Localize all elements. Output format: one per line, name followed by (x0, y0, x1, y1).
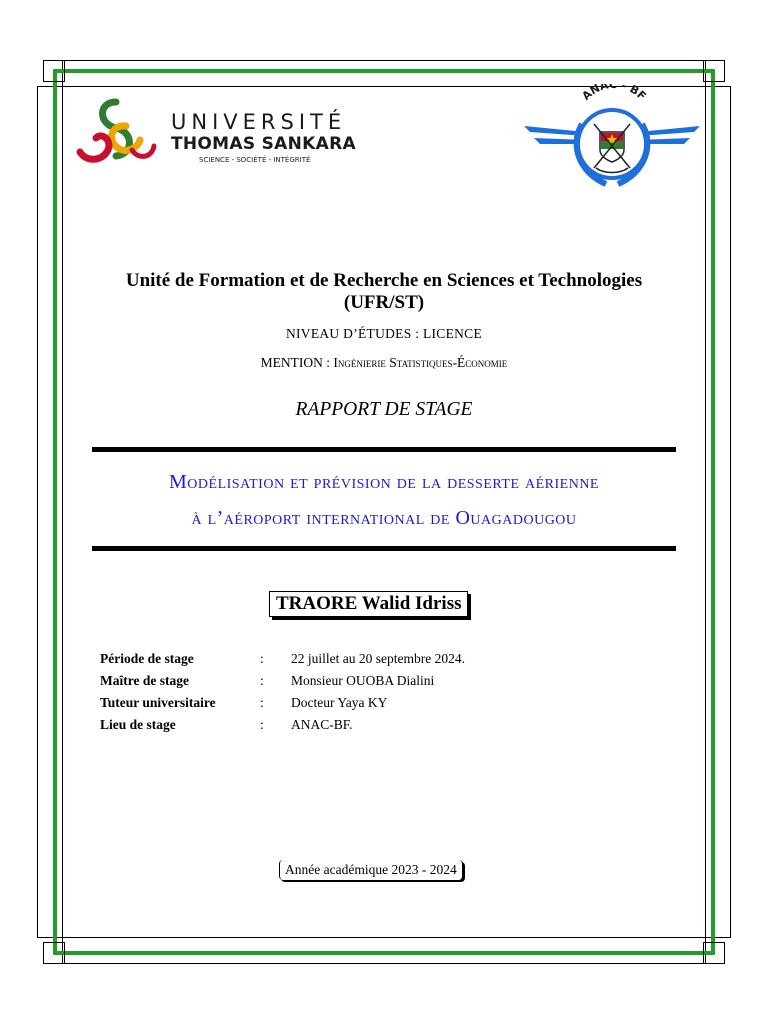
academic-year: Année académique 2023 - 2024 (279, 860, 463, 880)
anac-emblem-icon (520, 84, 704, 194)
svg-text:ANAC - BF (580, 84, 649, 103)
info-label: Maître de stage (100, 673, 189, 688)
report-subject-line2: à l’aéroport international de Ouagadougou (191, 507, 577, 529)
corner-ornament (703, 942, 725, 964)
university-tagline: SCIENCE - SOCIÉTÉ - INTÉGRITÉ (199, 156, 311, 164)
mention (100, 355, 668, 371)
info-value: 22 juillet au 20 septembre 2024. (291, 651, 465, 666)
anac-logo (520, 84, 704, 194)
info-label: Période de stage (100, 651, 194, 666)
corner-ornament (43, 942, 65, 964)
info-separator: : (260, 673, 264, 688)
university-name-line1: UNIVERSITÉ (171, 110, 347, 134)
info-label: Lieu de stage (100, 717, 176, 732)
info-separator: : (260, 695, 264, 710)
university-name-line2: THOMAS SANKARA (171, 134, 356, 154)
top-rule (92, 447, 676, 452)
info-value: ANAC-BF. (291, 717, 353, 732)
anac-label: ANAC - BF (579, 84, 649, 103)
info-label: Tuteur universitaire (100, 695, 216, 710)
info-value: Monsieur OUOBA Dialini (291, 673, 435, 688)
ufr-title: Unité de Formation et de Recherche en Sciences et Technologies (UFR/ST) (125, 270, 643, 313)
report-subject (92, 464, 676, 536)
info-separator: : (260, 717, 264, 732)
study-level: NIVEAU D’ÉTUDES : LICENCE (285, 326, 483, 341)
report-type: RAPPORT DE STAGE (295, 399, 473, 420)
info-separator: : (260, 651, 264, 666)
university-emblem-icon (76, 96, 160, 170)
bottom-rule (92, 546, 676, 551)
report-subject-line1: Modélisation et prévision de la desserte aérienne (169, 471, 599, 493)
mention-value: Ingénierie Statistiques-Économie (333, 355, 508, 370)
corner-ornament (43, 60, 65, 82)
mention-prefix: MENTION : (260, 355, 334, 370)
author-name: TRAORE Walid Idriss (269, 591, 468, 617)
university-logo (76, 94, 376, 174)
info-value: Docteur Yaya KY (291, 695, 388, 710)
corner-ornament (703, 60, 725, 82)
